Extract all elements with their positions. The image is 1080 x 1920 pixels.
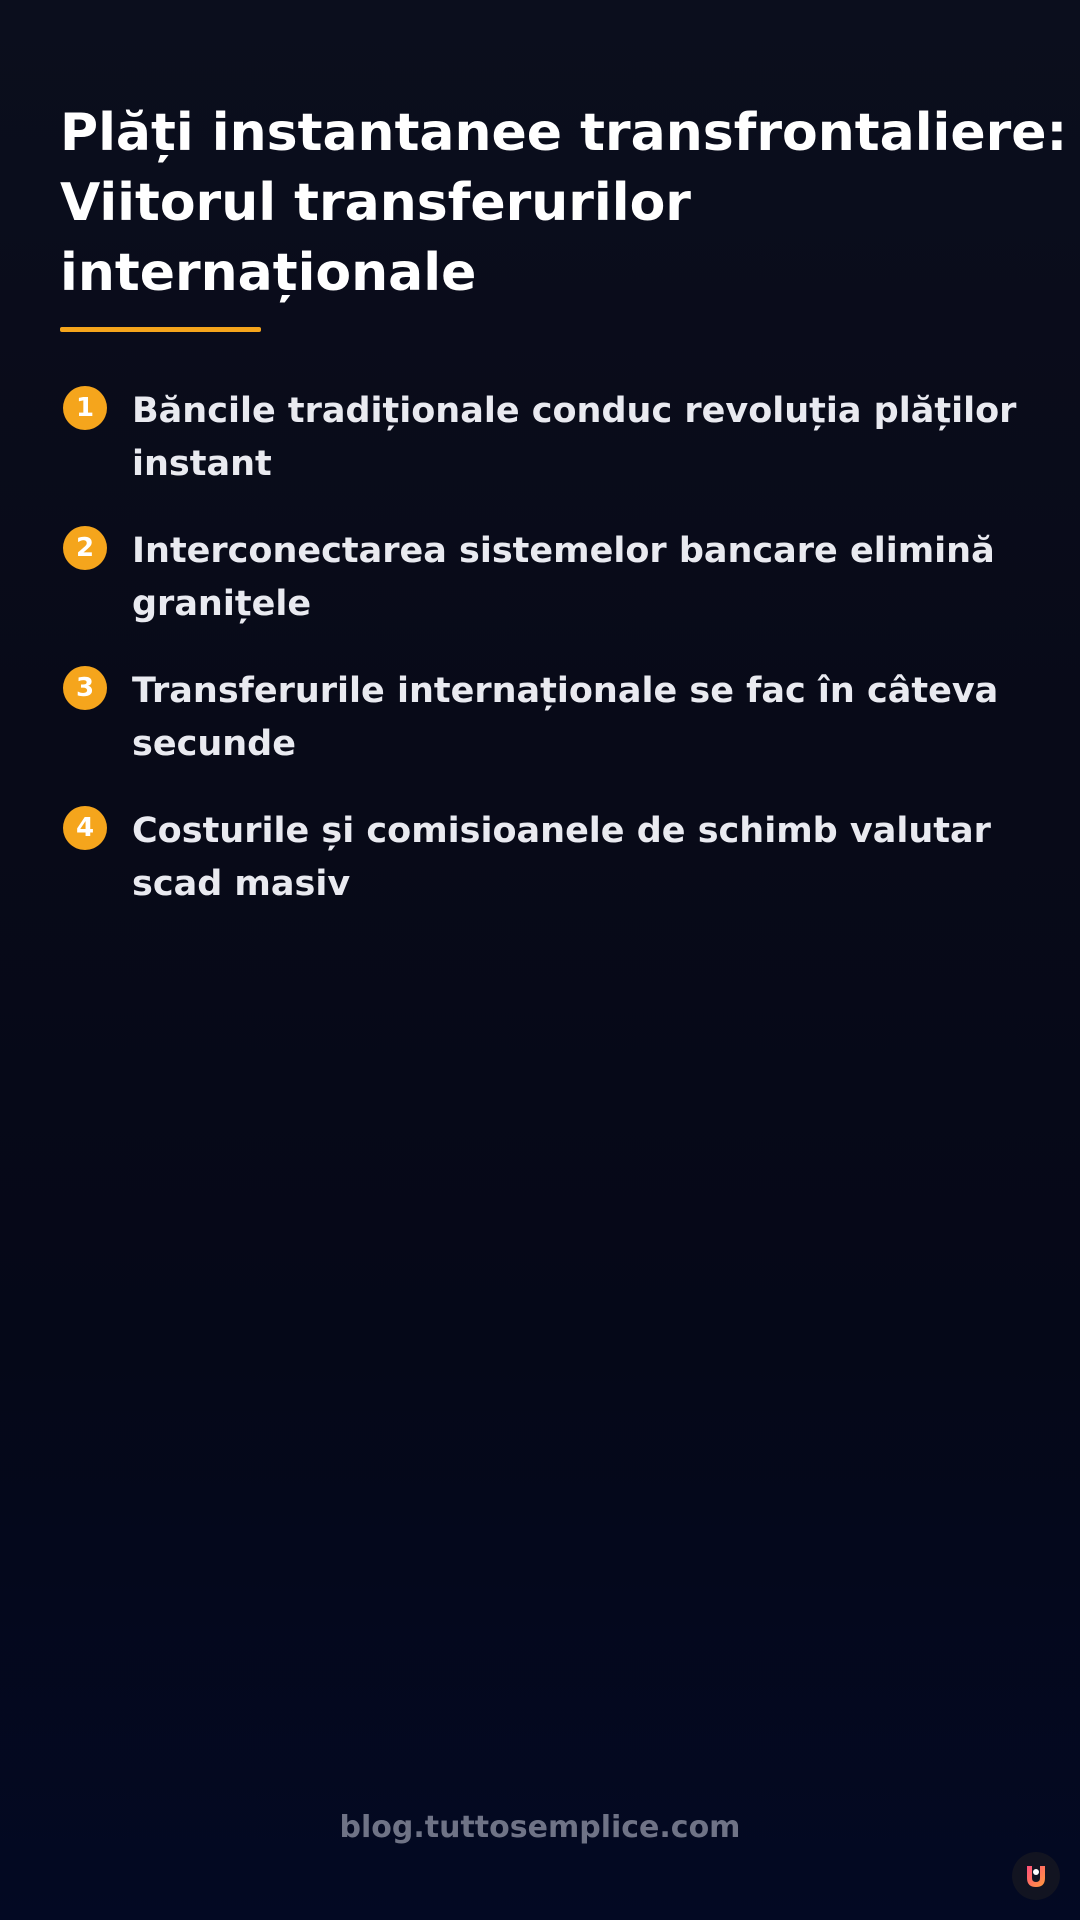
- footer-site-link[interactable]: blog.tuttosemplice.com: [339, 1810, 741, 1845]
- list-item-line: Costurile și comisioanele de schimb valutar: [132, 811, 991, 851]
- list-item-line: secunde: [132, 724, 296, 764]
- list-item-text: [132, 385, 1032, 491]
- title-underline: [60, 327, 261, 332]
- list-item-line: granițele: [132, 584, 312, 624]
- list-item-line: instant: [132, 444, 272, 484]
- tuttosemplice-logo-icon[interactable]: [1012, 1852, 1060, 1900]
- list-item: [60, 525, 1020, 665]
- title-line-2: Viitorul transferurilor: [60, 173, 691, 233]
- logo-mark-icon: [1012, 1852, 1060, 1900]
- list-item-text: [132, 805, 1032, 911]
- number-badge: 4: [63, 806, 107, 850]
- number-badge: 2: [63, 526, 107, 570]
- title-line-1: Plăți instantanee transfrontaliere:: [60, 103, 1068, 163]
- title-line-3: internaționale: [60, 243, 477, 303]
- list-item-line: Transferurile internaționale se fac în câteva: [132, 671, 999, 711]
- list-item: [60, 665, 1020, 805]
- points-list: [60, 385, 1020, 945]
- number-badge: 3: [63, 666, 107, 710]
- list-item: [60, 805, 1020, 945]
- list-item-line: scad masiv: [132, 864, 351, 904]
- list-item: [60, 385, 1020, 525]
- number-badge: 1: [63, 386, 107, 430]
- list-item-line: Băncile tradiționale conduc revoluția plăților: [132, 391, 1017, 431]
- list-item-text: [132, 525, 1032, 631]
- list-item-text: [132, 665, 1032, 771]
- list-item-line: Interconectarea sistemelor bancare elimină: [132, 531, 995, 571]
- page-title: [60, 98, 1068, 308]
